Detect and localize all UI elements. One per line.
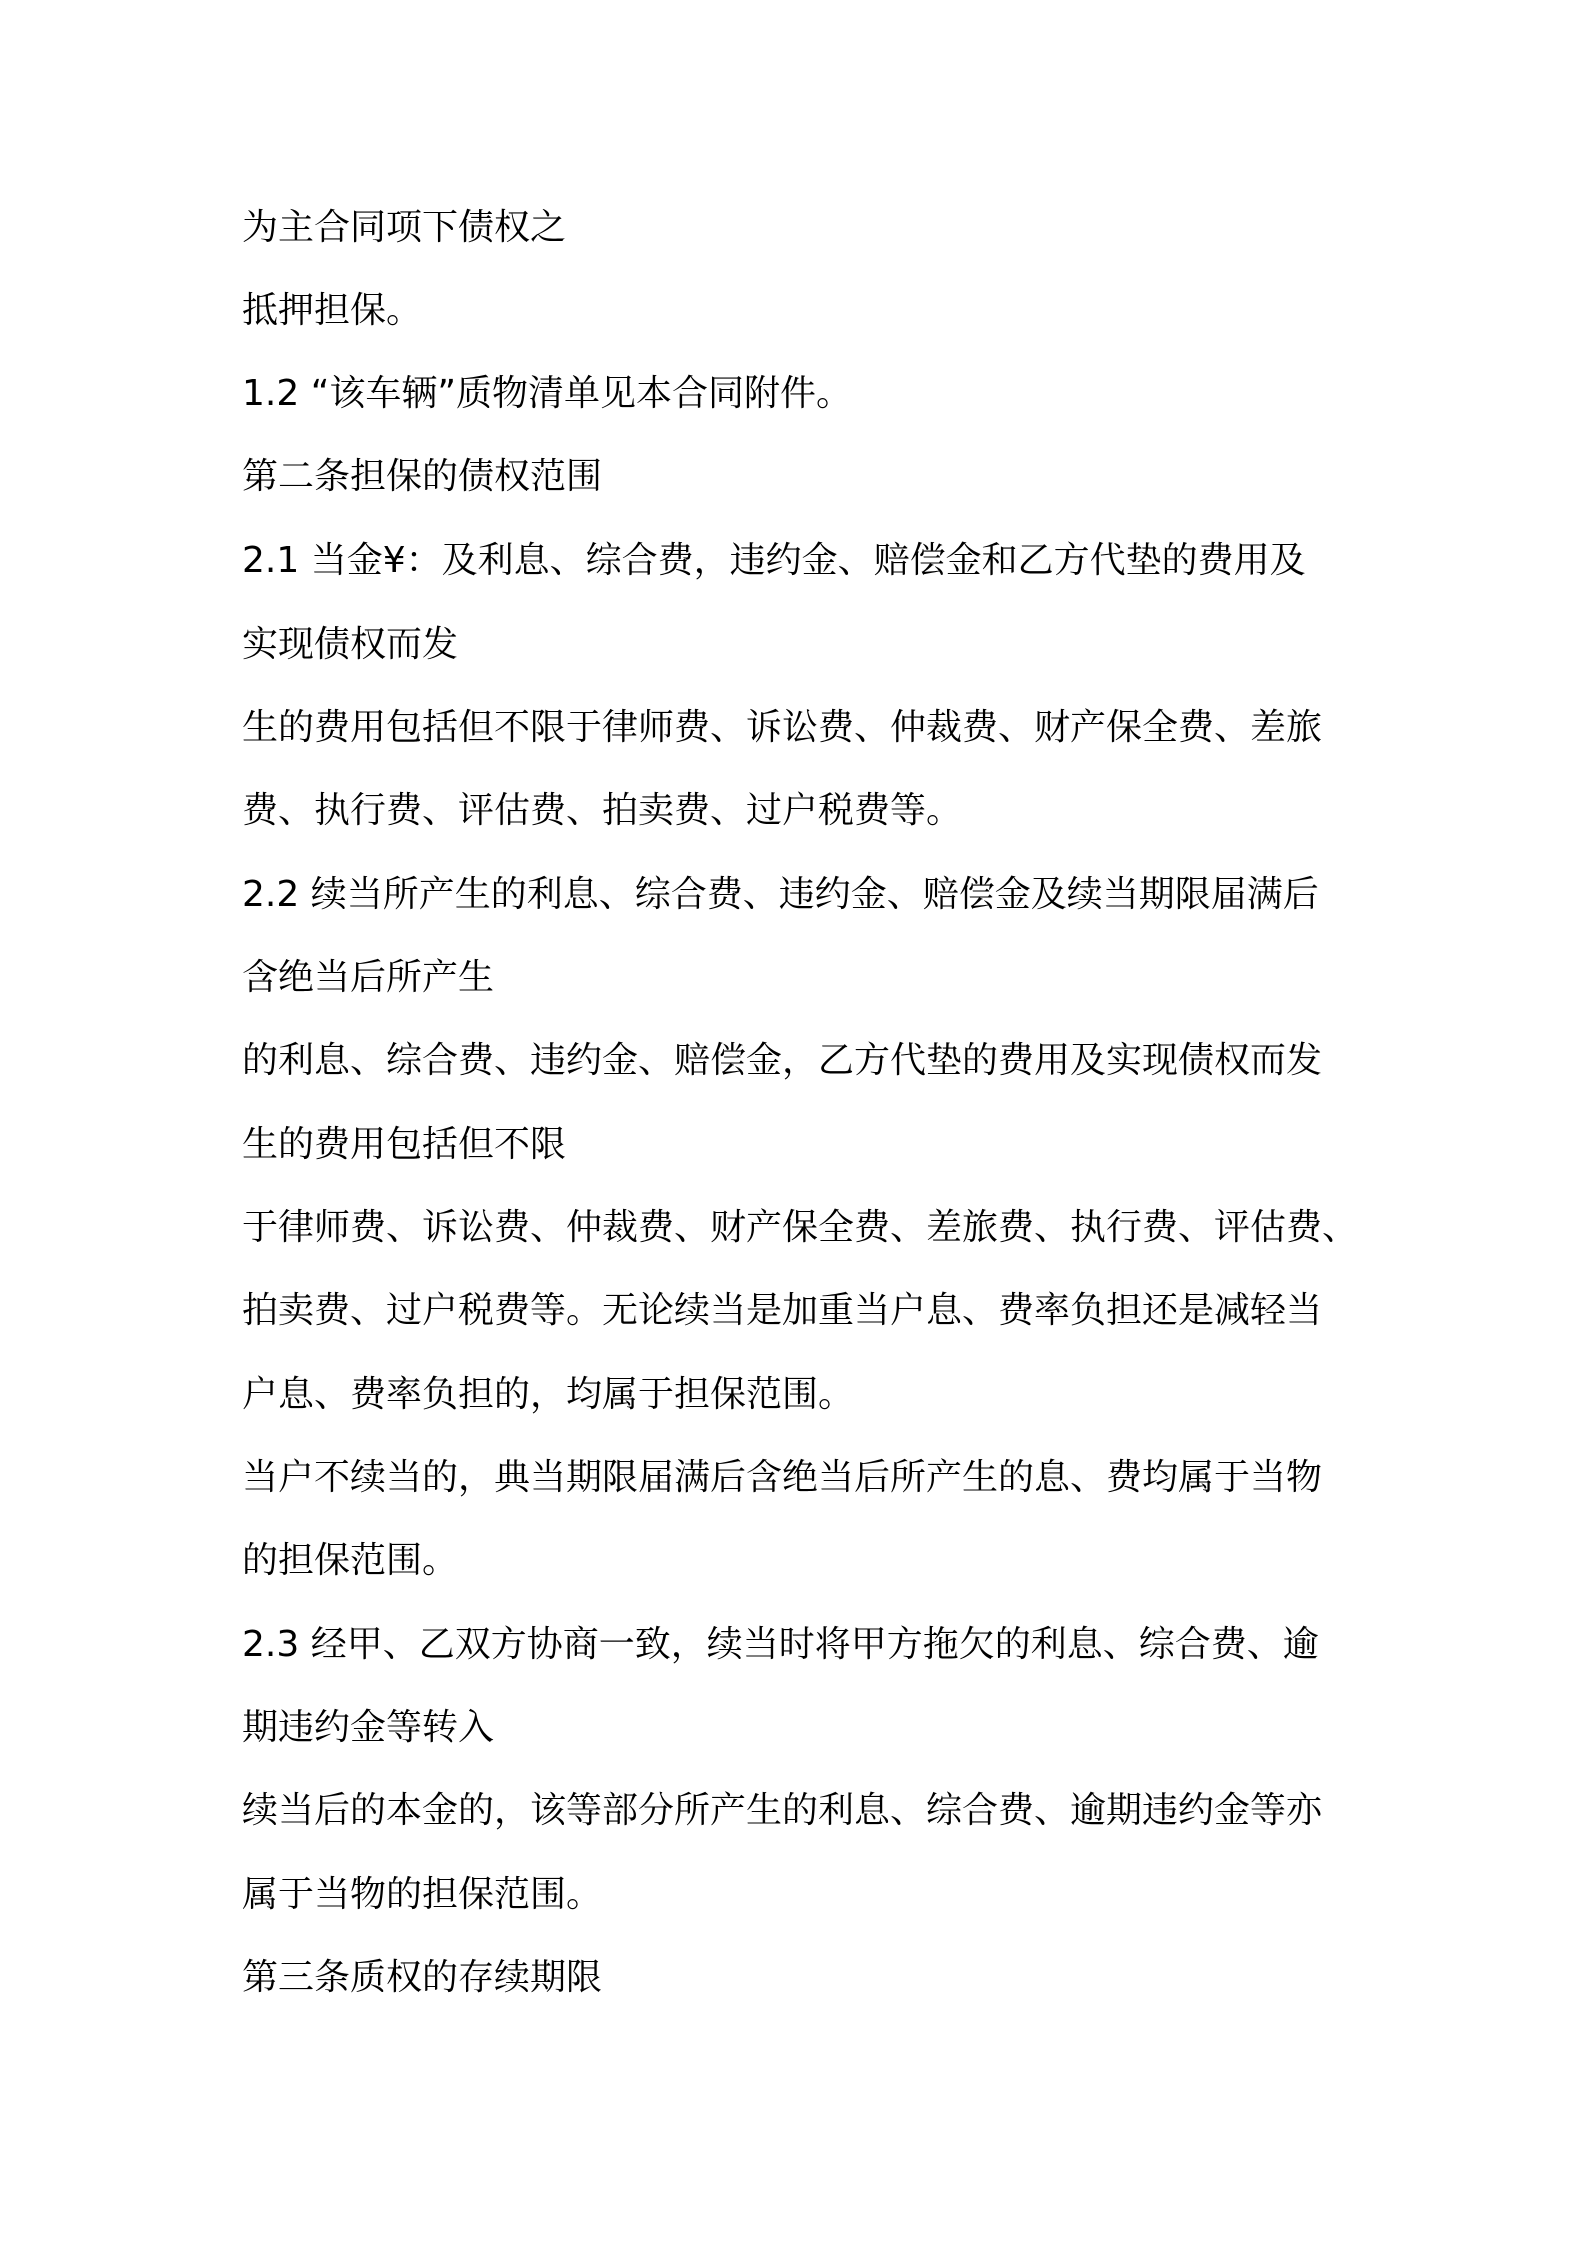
text-line: 户息、费率负担的，均属于担保范围。 xyxy=(242,1374,855,1415)
text-line: 为主合同项下债权之 xyxy=(242,207,567,248)
text-line: 属于当物的担保范围。 xyxy=(242,1874,603,1915)
text-line: 抵押担保。 xyxy=(242,290,423,331)
text-line: 当户不续当的，典当期限届满后含绝当后所产生的息、费均属于当物 xyxy=(242,1457,1323,1498)
text-line: 拍卖费、过户税费等。无论续当是加重当户息、费率负担还是减轻当 xyxy=(242,1290,1323,1331)
text-line: 于律师费、诉讼费、仲裁费、财产保全费、差旅费、执行费、评估费、 xyxy=(242,1207,1359,1248)
text-line: 1.2 “该车辆”质物清单见本合同附件。 xyxy=(242,373,852,414)
text-line: 期违约金等转入 xyxy=(242,1707,495,1748)
text-line: 2.2 续当所产生的利息、综合费、违约金、赔偿金及续当期限届满后 xyxy=(242,874,1319,915)
text-line: 实现债权而发 xyxy=(242,624,459,665)
text-line: 2.1 当金¥：及利息、综合费，违约金、赔偿金和乙方代垫的费用及 xyxy=(242,540,1306,581)
text-line: 生的费用包括但不限于律师费、诉讼费、仲裁费、财产保全费、差旅 xyxy=(242,707,1323,748)
text-line: 含绝当后所产生 xyxy=(242,957,495,998)
text-line: 2.3 经甲、乙双方协商一致，续当时将甲方拖欠的利息、综合费、逾 xyxy=(242,1624,1319,1665)
section-heading: 第三条质权的存续期限 xyxy=(242,1957,603,1998)
text-line: 续当后的本金的，该等部分所产生的利息、综合费、逾期违约金等亦 xyxy=(242,1790,1323,1831)
text-line: 的担保范围。 xyxy=(242,1540,459,1581)
text-line: 生的费用包括但不限 xyxy=(242,1124,567,1165)
section-heading: 第二条担保的债权范围 xyxy=(242,456,603,497)
text-line: 费、执行费、评估费、拍卖费、过户税费等。 xyxy=(242,790,963,831)
text-line: 的利息、综合费、违约金、赔偿金，乙方代垫的费用及实现债权而发 xyxy=(242,1040,1323,1081)
